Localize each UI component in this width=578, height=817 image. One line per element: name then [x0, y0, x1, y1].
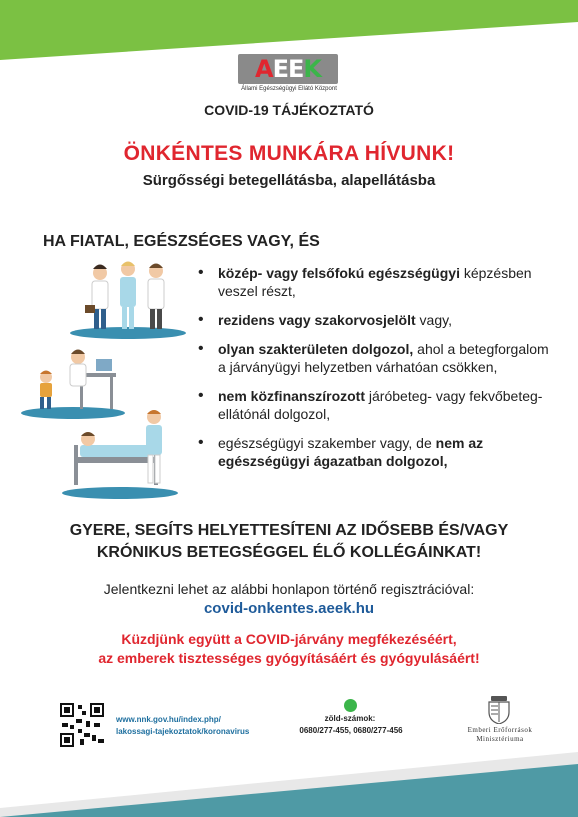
ministry-label [440, 726, 560, 744]
covid-title: COVID-19 TÁJÉKOZTATÓ [204, 102, 374, 118]
apply-link[interactable]: covid-onkentes.aeek.hu [203, 600, 375, 617]
ministry-line-2: Minisztériuma [476, 735, 524, 743]
bullet-text: járóbeteg- vagy fekvőbeteg-ellátónál dolgozol, [218, 388, 543, 422]
patient-bed-illustration [60, 405, 180, 500]
slogan [0, 630, 578, 668]
ministry-line-1: Emberi Erőforrások [467, 726, 533, 734]
bullet-dot: • [198, 434, 204, 451]
logo-letter-e2: E [287, 55, 304, 83]
page-title: ÖNKÉNTES MUNKÁRA HÍVUNK! [123, 142, 455, 165]
call-to-action [0, 520, 578, 564]
phone-numbers: 0680/277-455, 0680/277-456 [299, 726, 403, 735]
bullet-dot: • [198, 340, 204, 357]
logo-subtitle: Állami Egészségügyi Ellátó Központ [241, 86, 337, 92]
info-link[interactable] [116, 714, 249, 738]
bullet-text: vagy, [415, 312, 452, 328]
call-line-1: GYERE, SEGÍTS HELYETTESÍTENI AZ IDŐSEBB ÉS/VAGY [69, 522, 509, 539]
logo-letter-a: A [255, 55, 273, 83]
bullet-dot: • [198, 264, 204, 281]
bullet-bold-text: rezidens vagy szakorvosjelölt [218, 312, 416, 328]
list-item [196, 311, 556, 329]
info-link-line-2[interactable]: lakossagi-tajekoztatok/koronavirus [116, 727, 250, 736]
bullet-dot: • [198, 311, 204, 328]
bullet-bold-text: nem közfinanszírozott [218, 388, 366, 404]
call-line-2: KRÓNIKUS BETEGSÉGGEL ÉLŐ KOLLÉGÁINKAT! [96, 544, 482, 561]
phone-icon [344, 699, 357, 712]
condition-heading: HA FIATAL, EGÉSZSÉGES VAGY, ÉS [43, 233, 320, 250]
apply-text: Jelentkezni lehet az alábbi honlapon történő regisztrációval: [103, 581, 475, 597]
bullet-text: képzésben veszel részt, [218, 265, 532, 299]
aeek-logo [238, 54, 338, 84]
bullet-bold-text: közép- vagy felsőfokú egészségügyi [218, 265, 460, 281]
green-number-label: zöld-számok: [324, 714, 376, 723]
coat-of-arms-icon [487, 696, 511, 724]
list-item [196, 340, 556, 376]
condition-list [196, 264, 556, 481]
list-item [196, 434, 556, 470]
info-link-line-1[interactable]: www.nnk.gov.hu/index.php/ [116, 715, 221, 724]
slogan-line-2: az emberek tisztességes gyógyításáért és gyógyulásáért! [98, 650, 480, 666]
list-item [196, 264, 556, 300]
bullet-bold-text: nem az egészségügyi ágazatban dolgozol, [218, 435, 484, 469]
logo-letter-k: K [303, 55, 321, 83]
bullet-text: egészségügyi szakember vagy, de [218, 435, 436, 451]
slogan-line-1: Küzdjünk együtt a COVID-járvány megfékezéséért, [121, 631, 457, 647]
doctors-illustration [68, 255, 188, 340]
bullet-text: ahol a betegforgalom a járványügyi helyzetben várhatóan csökken, [218, 341, 549, 375]
bottom-band [0, 750, 578, 817]
qr-code-icon [60, 703, 104, 747]
bullet-bold-text: olyan szakterületen dolgozol, [218, 341, 414, 357]
top-band [0, 0, 578, 60]
page-subtitle: Sürgősségi betegellátásba, alapellátásba [142, 172, 436, 189]
logo-letter-e1: E [272, 55, 288, 83]
list-item [196, 387, 556, 423]
bullet-dot: • [198, 387, 204, 404]
